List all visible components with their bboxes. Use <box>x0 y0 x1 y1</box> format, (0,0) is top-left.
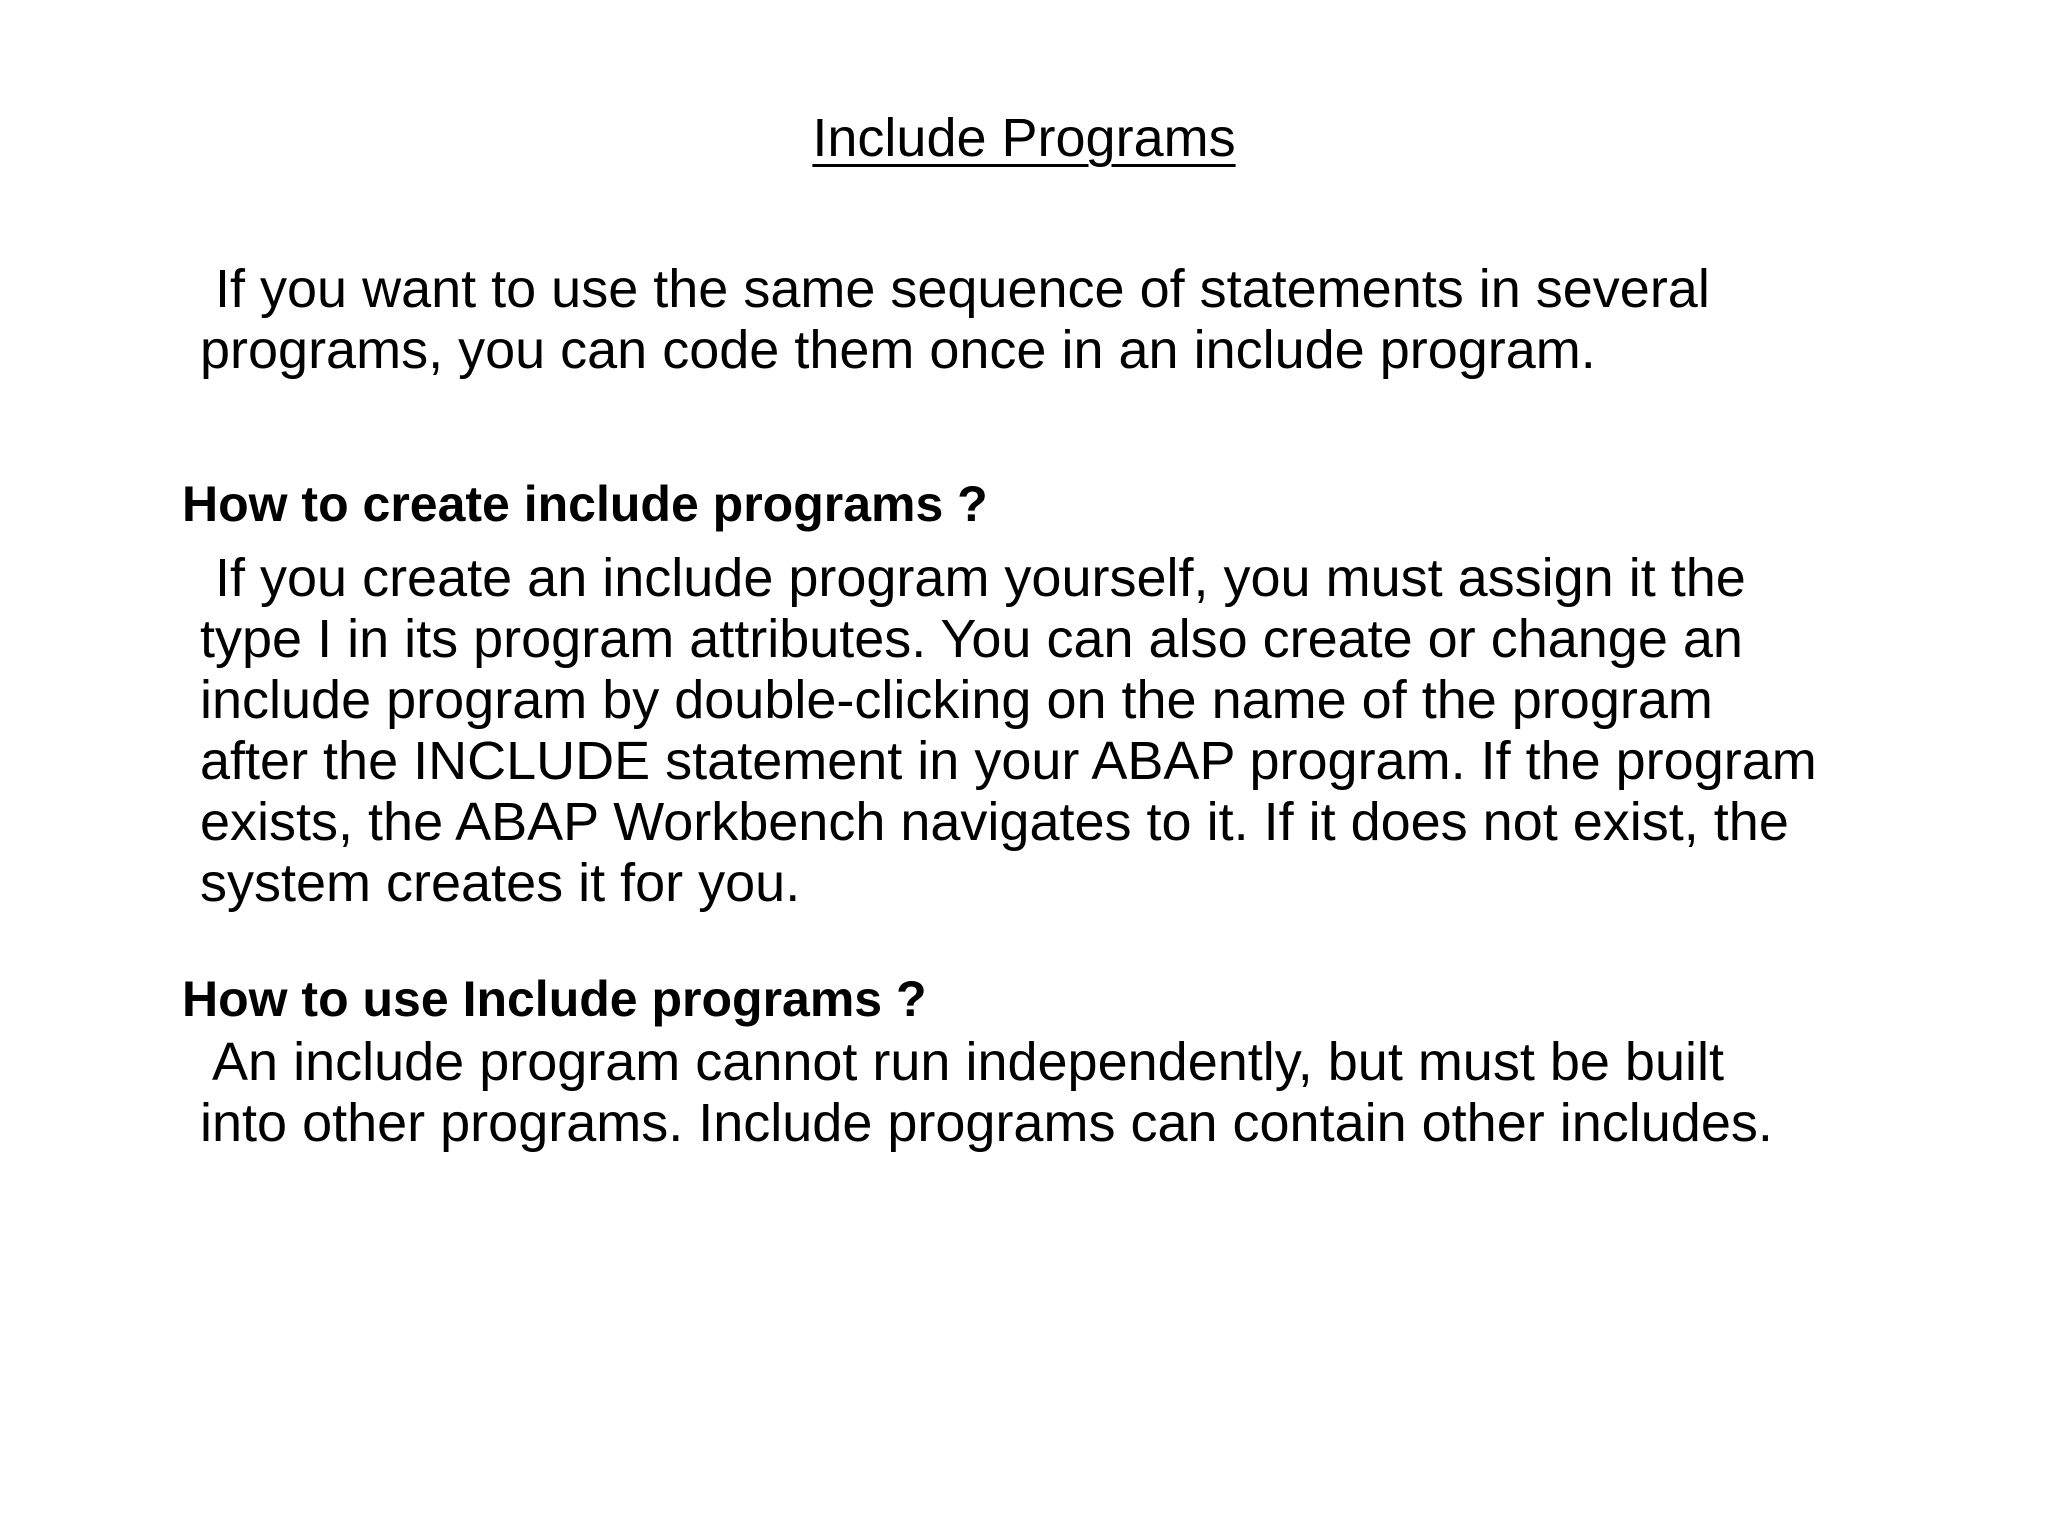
use-line-2: into other programs. Include programs can contain other includes. <box>200 1093 1773 1153</box>
intro-line-1: If you want to use the same sequence of statements in several <box>200 259 1710 319</box>
heading-create-include: How to create include programs ? <box>182 476 988 532</box>
create-line-3: include program by double-clicking on the name of the program <box>200 670 1713 730</box>
use-line-1: An include program cannot run independently, but must be built <box>200 1032 1724 1092</box>
use-paragraph <box>200 1032 1773 1154</box>
create-paragraph <box>200 548 1817 914</box>
heading-use-include: How to use Include programs ? <box>182 971 927 1027</box>
intro-line-2: programs, you can code them once in an include program. <box>200 320 1596 380</box>
create-line-4: after the INCLUDE statement in your ABAP program. If the program <box>200 731 1817 791</box>
create-line-6: system creates it for you. <box>200 853 801 913</box>
create-line-5: exists, the ABAP Workbench navigates to it. If it does not exist, the <box>200 792 1789 852</box>
slide-title: Include Programs <box>812 108 1236 168</box>
create-line-1: If you create an include program yourself, you must assign it the <box>200 548 1746 608</box>
intro-paragraph <box>200 259 1710 381</box>
create-line-2: type I in its program attributes. You can also create or change an <box>200 609 1743 669</box>
